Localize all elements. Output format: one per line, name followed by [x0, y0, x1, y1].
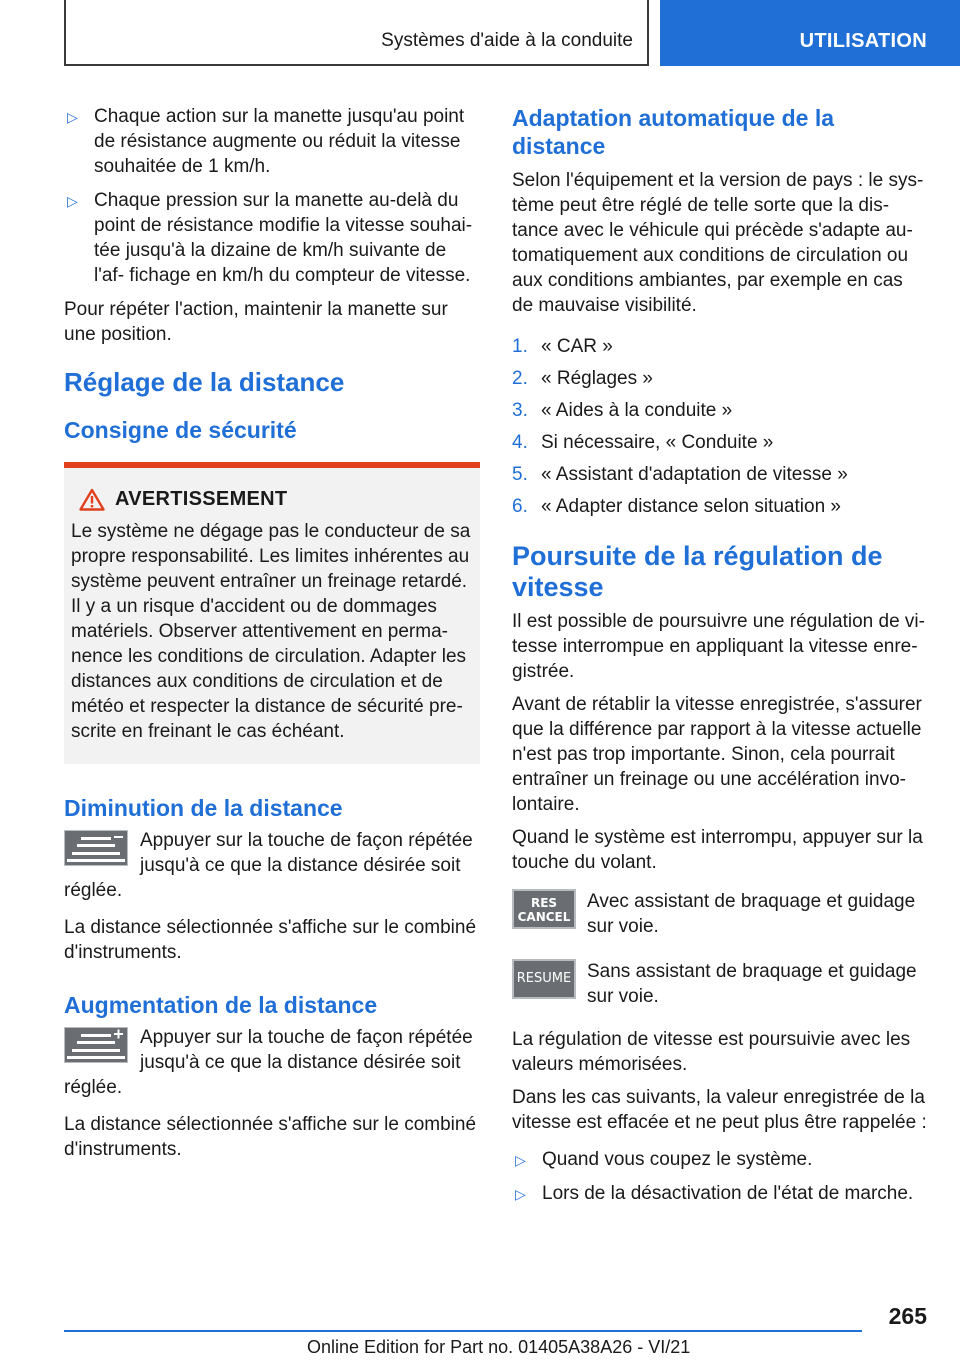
res-cancel-instruction [512, 889, 928, 939]
list-item: 3. « Aides à la conduite » [512, 400, 733, 421]
resume-key-icon: RESUME [512, 959, 576, 999]
menu-steps [512, 334, 928, 519]
resume-text-5: Dans les cas suivants, la valeur enregistrée de la vitesse est effacée et ne peut plus être rappelée : [512, 1087, 927, 1133]
distance-increase-button-icon [64, 1027, 128, 1063]
triangle-bullet-icon: ▷ [515, 1186, 526, 1202]
heading-resume: Poursuite de la régulation de vitesse [512, 541, 883, 602]
without-assist-text: Sans assistant de braquage et guidage sur voie. [587, 961, 917, 1007]
increase-instruction [64, 1025, 480, 1100]
resume-text-4: La régulation de vitesse est poursuivie avec les valeurs mémorisées. [512, 1029, 911, 1075]
heading-decrease: Diminution de la distance [64, 795, 343, 821]
with-assist-text: Avec assistant de braquage et guidage sur voie. [587, 891, 916, 937]
triangle-bullet-icon: ▷ [515, 1152, 526, 1168]
res-cancel-key-icon: RES CANCEL [512, 889, 576, 929]
list-item: 2. « Réglages » [512, 368, 653, 389]
list-item: 1. « CAR » [512, 336, 613, 357]
warning-triangle-icon [79, 488, 105, 511]
list-item: ▷ Lors de la désactivation de l'état de marche. [512, 1181, 928, 1206]
header-tab [660, 0, 960, 66]
section-title: Systèmes d'aide à la conduite [381, 30, 633, 51]
chapter-tab-label: UTILISATION [799, 30, 927, 52]
heading-auto-adaptation: Adaptation automatique de la distance [512, 105, 835, 159]
list-item: 6. « Adapter distance selon situation » [512, 496, 841, 517]
repeat-text: Pour répéter l'action, maintenir la manette sur une position. [64, 299, 448, 345]
decrease-instruction [64, 828, 480, 903]
header-section-box [64, 0, 649, 66]
triangle-bullet-icon: ▷ [67, 109, 78, 125]
list-item: ▷ Chaque action sur la manette jusqu'au point de résistance augmente ou réduit la vitesse souhaitée de 1 km/h. [67, 106, 465, 177]
decrease-text: Appuyer sur la touche de façon répétée jusqu'à ce que la distance désirée soit réglée. [64, 830, 473, 901]
warning-header [71, 488, 472, 511]
page-number: 265 [888, 1303, 927, 1329]
left-column [64, 104, 480, 1176]
warning-box [64, 462, 480, 764]
resume-key-instruction [512, 959, 928, 1009]
resume-text-2: Avant de rétablir la vitesse enregistrée, s'assurer que la différence par rapport à la vitesse actuelle n'est pas trop importante. Sinon, cela pourrait entraîner un freinage ou une accélération invo‐ lontaire. [512, 694, 922, 815]
increase-text: Appuyer sur la touche de façon répétée jusqu'à ce que la distance désirée soit réglée. [64, 1027, 473, 1098]
increase-display-text: La distance sélectionnée s'affiche sur le combiné d'instruments. [64, 1114, 477, 1160]
heading-safety: Consigne de sécurité [64, 417, 297, 443]
heading-distance: Réglage de la distance [64, 367, 345, 397]
footer-divider [64, 1330, 862, 1332]
speed-bullets [64, 104, 480, 288]
triangle-bullet-icon: ▷ [67, 193, 78, 209]
resume-text-3: Quand le système est interrompu, appuyer sur la touche du volant. [512, 827, 923, 873]
list-item: 4. Si nécessaire, « Conduite » [512, 432, 774, 453]
auto-adaptation-text: Selon l'équipement et la version de pays : le sys‐ tème peut être réglé de telle sorte que la dis‐ tance avec le véhicule qui précède s'adapte au‐ tomatiquement aux conditions de circulation ou aux conditions ambiantes, par exemple en cas de mauvaise visibilité. [512, 170, 924, 316]
edition-text: Online Edition for Part no. 01405A38A26 - VI/21 [307, 1337, 691, 1357]
warning-text: Le système ne dégage pas le conducteur de sa propre responsabilité. Les limites inhérentes au système peuvent entraîner un freinage retardé. Il y a un risque d'accident ou de dommages matériels. Observer attentivement en perma‐ nence les conditions de circulation. Adapter les distances aux conditions de circulation et de météo et respecter la distance de sécurité pre‐ scrite en freinant le cas échéant. [71, 521, 471, 742]
list-item: ▷ Quand vous coupez le système. [512, 1147, 928, 1172]
list-item: ▷ Chaque pression sur la manette au-delà du point de résistance modifie la vitesse souhai‐ tée jusqu'à la dizaine de km/h suivante de l'af‐ fichage en km/h du compteur de vitesse. [67, 190, 473, 286]
heading-increase: Augmentation de la distance [64, 992, 378, 1018]
list-item: 5. « Assistant d'adaptation de vitesse » [512, 464, 848, 485]
decrease-display-text: La distance sélectionnée s'affiche sur le combiné d'instruments. [64, 917, 477, 963]
warning-title: AVERTISSEMENT [115, 488, 288, 510]
resume-text-1: Il est possible de poursuivre une régulation de vi‐ tesse interrompue en appliquant la vitesse enre‐ gistrée. [512, 611, 925, 682]
erase-bullets [512, 1147, 928, 1206]
right-column [512, 104, 928, 1215]
distance-decrease-button-icon [64, 830, 128, 866]
